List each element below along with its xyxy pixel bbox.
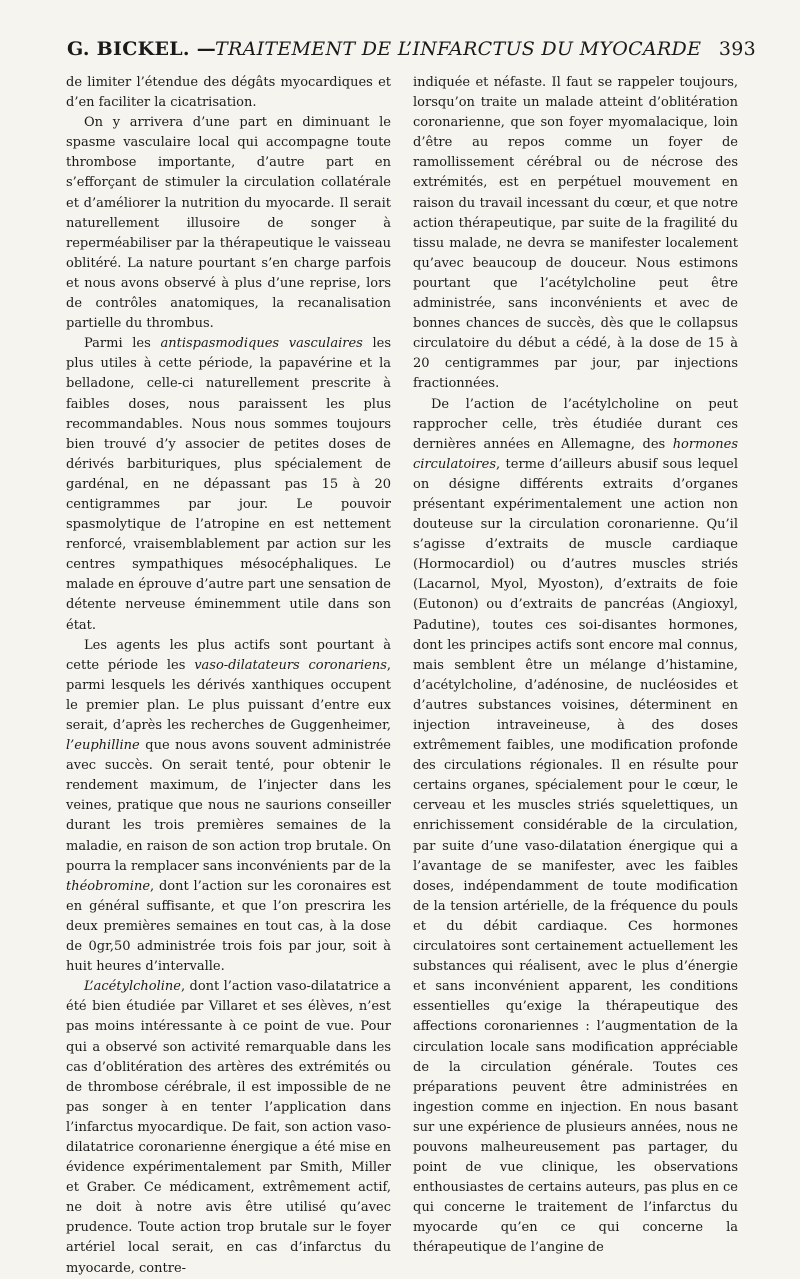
paragraph-text: les plus utiles à cette période, la papavérine et la belladone, celle-ci naturellement prescrite à faibles doses, nous paraissent les plus recommandables. Nous nous sommes toujours bien trouvé d’y associer de petites doses de dérivés barbituriques, plus spécialement de gardénal, en ne dépassant pas 15 à 20 centigrammes par jour. Le pouvoir spasmolytique de l’atropine en est nettement renforcé, vraisemblablement par action sur les centres sympathiques mésocéphaliques. Le malade en éprouve d’autre part une sensation de détente nerveuse éminemment utile dans son état. <box>66 336 391 633</box>
header-author: G. BICKEL. — <box>67 38 217 60</box>
header-title: TRAITEMENT DE L’INFARCTUS DU MYOCARDE <box>215 38 702 60</box>
paragraph-text: De l’action de l’acétylcholine on peut rapprocher celle, très étudiée durant ces dernières années en Allemagne, des <box>413 396 738 452</box>
emphasis: hormones circulatoires <box>413 436 738 472</box>
paragraph: indiquée et néfaste. Il faut se rappeler toujours, lorsqu’on traite un malade atteint d’oblitération coronarienne, que son foyer myomalacique, loin d’être au repos comme un foyer de ramollissement cérébral ou de nécrose des extrémités, est en perpétuel mouvement en raison du travail incessant du cœur, et que notre action thérapeutique, par suite de la fragilité du tissu malade, ne devra se manifester localement qu’avec beaucoup de douceur. Nous estimons pourtant que l’acétylcholine peut être administrée, sans inconvénients et avec de bonnes chances de succès, dès que le collapsus circulatoire du début a cédé, à la dose de 15 à 20 centigrammes par jour, par injections fractionnées. <box>413 75 738 392</box>
emphasis: antispasmodiques vasculaires <box>160 336 363 352</box>
paragraph-text: , dont l’action sur les coronaires est en général suffisante, et que l’on prescrira les deux premières semaines en tout cas, à la dose de 0gr,50 administrée trois fois par jour, soit à huit heures d’intervalle. <box>66 878 391 975</box>
left-column <box>66 73 392 1276</box>
paragraph-text: que nous avons souvent administrée avec succès. On serait tenté, pour obtenir le rendement maximum, de l’injecter dans les veines, pratique que nous ne saurions conseiller durant les trois premières semaines de la maladie, en raison de son action trop brutale. On pourra la remplacer sans inconvénients par de la <box>66 738 391 874</box>
running-header <box>50 38 756 68</box>
paragraph-text: , terme d’ailleurs abusif sous lequel on désigne différents extraits d’organes présentant expérimentalement une action non douteuse sur la circulation coronarienne. Qu’il s’agisse d’extraits de muscle cardiaque (Hormocardiol) ou d’autres muscles striés (Lacarnol, Myol, Myoston), d’extraits de foie (Eutonon) ou d’extraits de pancréas (Angioxyl, Padutine), toutes ces soi-disantes hormones, dont les principes actifs sont encore mal connus, mais semblent être un mélange d’histamine, d’acétylcholine, d’adénosine, de nucléosides et d’autres substances voisines, déterminent en injection intraveineuse, à des doses extrêmement faibles, une modification profonde des circulations régionales. Il en résulte pour certains organes, spécialement pour le cœur, le cerveau et les muscles striés squelettiques, un enrichissement considérable de la circulation, par suite d’une vaso-dilatation énergique qui a l’avantage de se manifester, avec les faibles doses, indépendamment de toute modification de la tension artérielle, de la fréquence du pouls et du débit cardiaque. Ces hormones circulatoires sont certainement actuellement les substances qui réalisent, avec le plus d’énergie et sans inconvénient apparent, les conditions essentielles qu’exige la thérapeutique des affections coronariennes : l’augmentation de la circulation locale sans modification appréciable de la circulation générale. Toutes ces préparations peuvent être administrées en ingestion comme en injection. En nous basant sur une expérience de plusieurs années, nous ne pouvons malheureusement pas partager, du point de vue clinique, les observations enthousiastes de certains auteurs, pas plus en ce qui concerne le traitement de l’infarctus du myocarde qu’en ce qui concerne la thérapeutique de l’angine de <box>413 456 738 1256</box>
paragraph <box>66 636 391 978</box>
page-number: 393 <box>718 38 756 60</box>
paragraph-text: , dont l’action vaso-dilatatrice a été bien étudiée par Villaret et ses élèves, n’est pas moins intéressante à ce point de vue. Pour qui a observé son activité remarquable dans les cas d’oblitération des artères des extrémités ou de thrombose cérébrale, il est impossible de ne pas songer à en tenter l’application dans l’infarctus myocardique. De fait, son action vaso-dilatatrice coronarienne énergique a été mise en évidence expérimentalement par Smith, Miller et Graber. Ce médicament, extrêmement actif, ne doit à notre avis être utilisé qu’avec prudence. Toute action trop brutale sur le foyer artériel local serait, en cas d’infarctus du myocarde, contre- <box>66 979 391 1276</box>
emphasis: L’acétylcholine <box>84 979 181 995</box>
paragraph-text: , parmi lesquels les dérivés xanthiques occupent le premier plan. Le plus puissant d’entre eux serait, d’après les recherches de Guggenheimer, <box>66 657 392 733</box>
emphasis: vaso-dilatateurs coronariens <box>194 657 387 673</box>
right-column <box>413 73 738 1256</box>
paragraph <box>413 395 738 1259</box>
paragraph-text: Les agents les plus actifs sont pourtant à cette période les <box>66 637 391 673</box>
paragraph: On y arrivera d’une part en diminuant le spasme vasculaire local qui accompagne toute thrombose importante, d’autre part en s’efforçant de stimuler la circulation collatérale et d’améliorer la nutrition du myocarde. Il serait naturellement illusoire de songer à reperméabiliser par la thérapeutique le vaisseau oblitéré. La nature pourtant s’en charge parfois et nous avons observé à plus d’une reprise, lors de contrôles anatomiques, la recanalisation partielle du thrombus. <box>66 115 391 332</box>
paragraph-text: Parmi les <box>84 336 161 352</box>
paragraph <box>66 977 391 1278</box>
emphasis: l’euphilline <box>66 738 140 754</box>
emphasis: théobromine <box>66 878 151 894</box>
paragraph <box>66 334 391 635</box>
paragraph: de limiter l’étendue des dégâts myocardiques et d’en faciliter la cicatrisation. <box>66 75 391 111</box>
